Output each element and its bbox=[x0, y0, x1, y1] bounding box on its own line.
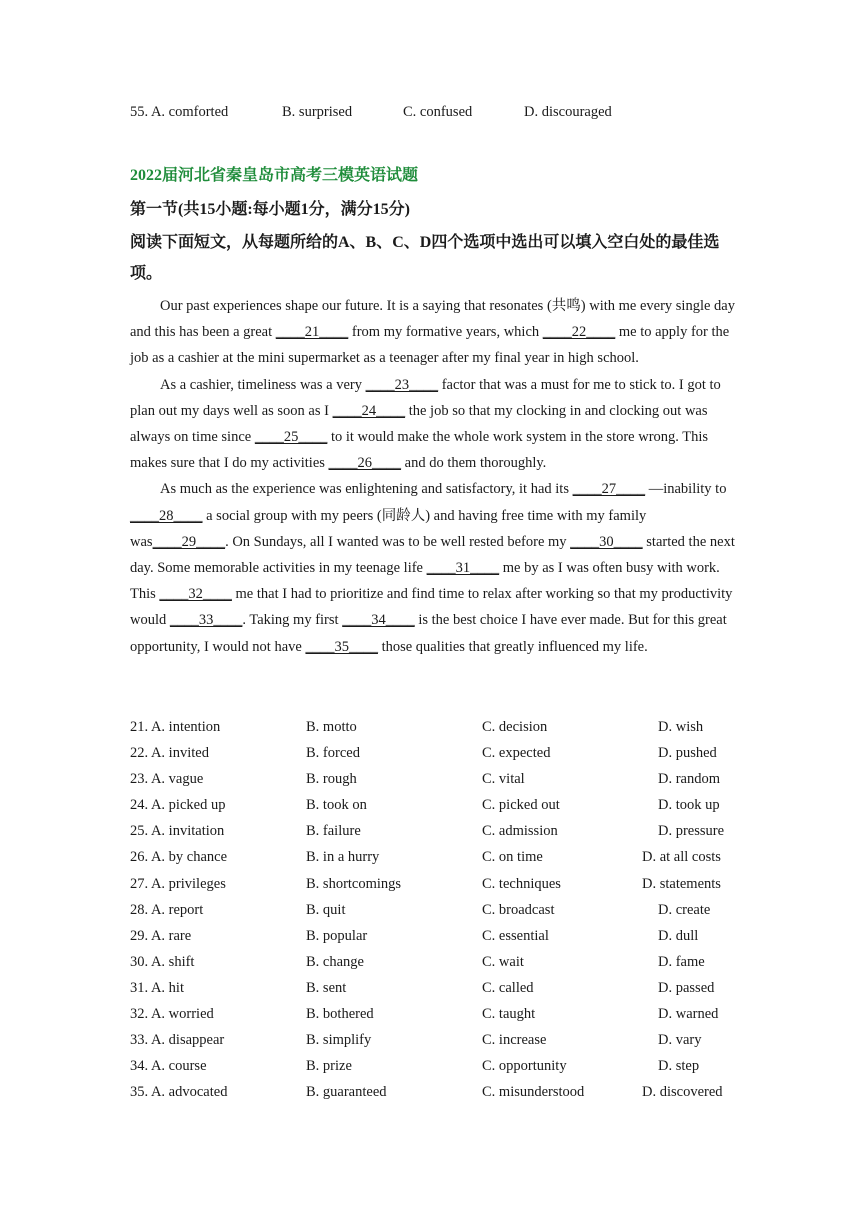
blank-28: ____28____ bbox=[130, 507, 203, 524]
options-table bbox=[130, 719, 735, 1110]
paragraph-3: As much as the experience was enlightening and satisfactory, it had its ____27____ —inability to ____28____ a social group with my peers (同龄人) and having free time with my family was____29____. On Sundays, all I wanted was to be well rested before my ____30____ started the next day. Some memorable activities in my teenage life ____31____ me by as I was often busy with work. This ____32____ me that I had to prioritize and find time to relax after working so that my productivity would ____33____. Taking my first ____34____ is the best choice I have ever made. But for this great opportunity, I would not have ____35____ those qualities that greatly influenced my life. bbox=[130, 481, 735, 655]
option-d: D. statements bbox=[642, 875, 721, 892]
section-heading: 第一节(共15小题:每小题1分，满分15分) bbox=[130, 201, 410, 218]
option-a: 27. A. privileges bbox=[130, 875, 226, 892]
option-row bbox=[130, 823, 735, 849]
blank-29: ____29____ bbox=[152, 533, 226, 550]
option-d: D. passed bbox=[658, 979, 715, 996]
option-b: B. motto bbox=[306, 719, 357, 735]
option-b: B. guaranteed bbox=[306, 1084, 387, 1101]
option-c: C. essential bbox=[482, 927, 549, 944]
option-row bbox=[130, 954, 735, 980]
option-d: D. vary bbox=[658, 1032, 702, 1049]
option-c: C. opportunity bbox=[482, 1058, 567, 1075]
option-c: C. decision bbox=[482, 719, 548, 735]
option-row bbox=[130, 1084, 735, 1110]
option-c: C. misunderstood bbox=[482, 1084, 585, 1101]
option-a: 32. A. worried bbox=[130, 1006, 214, 1023]
instructions: 阅读下面短文，从每题所给的A、B、C、D四个选项中选出可以填入空白处的最佳选项。 bbox=[130, 234, 720, 282]
blank-23: ____23____ bbox=[365, 376, 439, 393]
option-b: B. popular bbox=[306, 927, 368, 944]
blank-35: ____35____ bbox=[305, 638, 378, 655]
option-b: B. took on bbox=[306, 797, 367, 814]
option-row bbox=[130, 876, 735, 902]
option-b: B. change bbox=[306, 953, 364, 970]
option-c: C. vital bbox=[482, 771, 525, 788]
option-row bbox=[130, 902, 735, 928]
option-d: D. fame bbox=[658, 953, 705, 970]
blank-34: ____34____ bbox=[342, 612, 415, 629]
blank-31: ____31____ bbox=[426, 560, 500, 577]
option-a: 26. A. by chance bbox=[130, 849, 228, 866]
option-a: 22. A. invited bbox=[130, 745, 209, 762]
paragraph-2: As a cashier, timeliness was a very ____23____ factor that was a must for me to stick to. I got to plan out my days well as soon as I ____24____ the job so that my clocking in and clocking out was always on time since ____25____ to it would make the whole work system in the store wrong. This makes sure that I do my activities ____26____ and do them thoroughly. bbox=[130, 376, 721, 472]
option-a: 24. A. picked up bbox=[130, 797, 226, 814]
option-c: C. called bbox=[482, 979, 534, 996]
option-a: 30. A. shift bbox=[130, 953, 195, 970]
option-row bbox=[130, 1058, 735, 1084]
blank-26: ____26____ bbox=[328, 455, 402, 472]
option-row bbox=[130, 771, 735, 797]
option-b: B. quit bbox=[306, 901, 346, 918]
option-c: C. wait bbox=[482, 953, 524, 970]
option-row bbox=[130, 928, 735, 954]
option-b: B. in a hurry bbox=[306, 849, 380, 866]
option-c: C. confused bbox=[403, 104, 473, 120]
option-d: D. wish bbox=[658, 719, 704, 735]
blank-27: ____27____ bbox=[572, 481, 646, 498]
option-a: 23. A. vague bbox=[130, 771, 204, 788]
blank-21: ____21____ bbox=[275, 324, 349, 341]
option-c: C. taught bbox=[482, 1006, 536, 1023]
option-d: D. warned bbox=[658, 1006, 719, 1023]
option-a: 25. A. invitation bbox=[130, 823, 225, 840]
blank-22: ____22____ bbox=[542, 324, 616, 341]
option-d: D. pressure bbox=[658, 823, 725, 840]
option-a: 55. A. comforted bbox=[130, 104, 229, 120]
option-a: 33. A. disappear bbox=[130, 1032, 225, 1049]
option-c: C. broadcast bbox=[482, 901, 555, 918]
option-b: B. simplify bbox=[306, 1032, 372, 1049]
option-b: B. prize bbox=[306, 1058, 352, 1075]
option-row bbox=[130, 719, 735, 745]
option-b: B. rough bbox=[306, 771, 357, 788]
exam-title: 2022届河北省秦皇岛市高考三模英语试题 bbox=[130, 167, 419, 184]
option-a: 31. A. hit bbox=[130, 979, 184, 996]
option-c: C. admission bbox=[482, 823, 558, 840]
option-a: 28. A. report bbox=[130, 901, 204, 918]
blank-30: ____30____ bbox=[570, 533, 643, 550]
option-b: B. shortcomings bbox=[306, 875, 402, 892]
option-b: B. failure bbox=[306, 823, 361, 840]
option-d: D. discouraged bbox=[524, 104, 612, 120]
option-d: D. dull bbox=[658, 927, 699, 944]
cloze-passage bbox=[130, 293, 735, 660]
option-b: B. sent bbox=[306, 979, 347, 996]
option-d: D. step bbox=[658, 1058, 700, 1075]
option-row bbox=[130, 797, 735, 823]
blank-33: ____33____ bbox=[169, 612, 243, 629]
option-row bbox=[130, 849, 735, 875]
option-c: C. increase bbox=[482, 1032, 547, 1049]
option-a: 21. A. intention bbox=[130, 719, 221, 735]
option-d: D. create bbox=[658, 901, 711, 918]
option-c: C. on time bbox=[482, 849, 543, 866]
option-c: C. expected bbox=[482, 745, 551, 762]
blank-25: ____25____ bbox=[254, 429, 328, 446]
question-55-options bbox=[130, 104, 750, 124]
option-a: 34. A. course bbox=[130, 1058, 207, 1075]
option-b: B. surprised bbox=[282, 104, 353, 120]
option-c: C. picked out bbox=[482, 797, 560, 814]
option-a: 29. A. rare bbox=[130, 927, 192, 944]
option-row bbox=[130, 1006, 735, 1032]
blank-32: ____32____ bbox=[159, 586, 232, 603]
option-d: D. took up bbox=[658, 797, 720, 814]
option-b: B. bothered bbox=[306, 1006, 374, 1023]
option-a: 35. A. advocated bbox=[130, 1084, 228, 1101]
option-d: D. random bbox=[658, 771, 721, 788]
option-d: D. discovered bbox=[642, 1084, 723, 1101]
option-c: C. techniques bbox=[482, 875, 561, 892]
blank-24: ____24____ bbox=[332, 402, 406, 419]
option-b: B. forced bbox=[306, 745, 360, 762]
option-d: D. pushed bbox=[658, 745, 717, 762]
option-row bbox=[130, 1032, 735, 1058]
option-row bbox=[130, 745, 735, 771]
option-row bbox=[130, 980, 735, 1006]
paragraph-1: Our past experiences shape our future. It is a saying that resonates (共鸣) with me every single day and this has been a great ____21____ from my formative years, which ____22____ me to apply for the job as a cashier at the mini supermarket as a teenager after my final year in high school. bbox=[130, 298, 735, 367]
option-d: D. at all costs bbox=[642, 849, 721, 866]
